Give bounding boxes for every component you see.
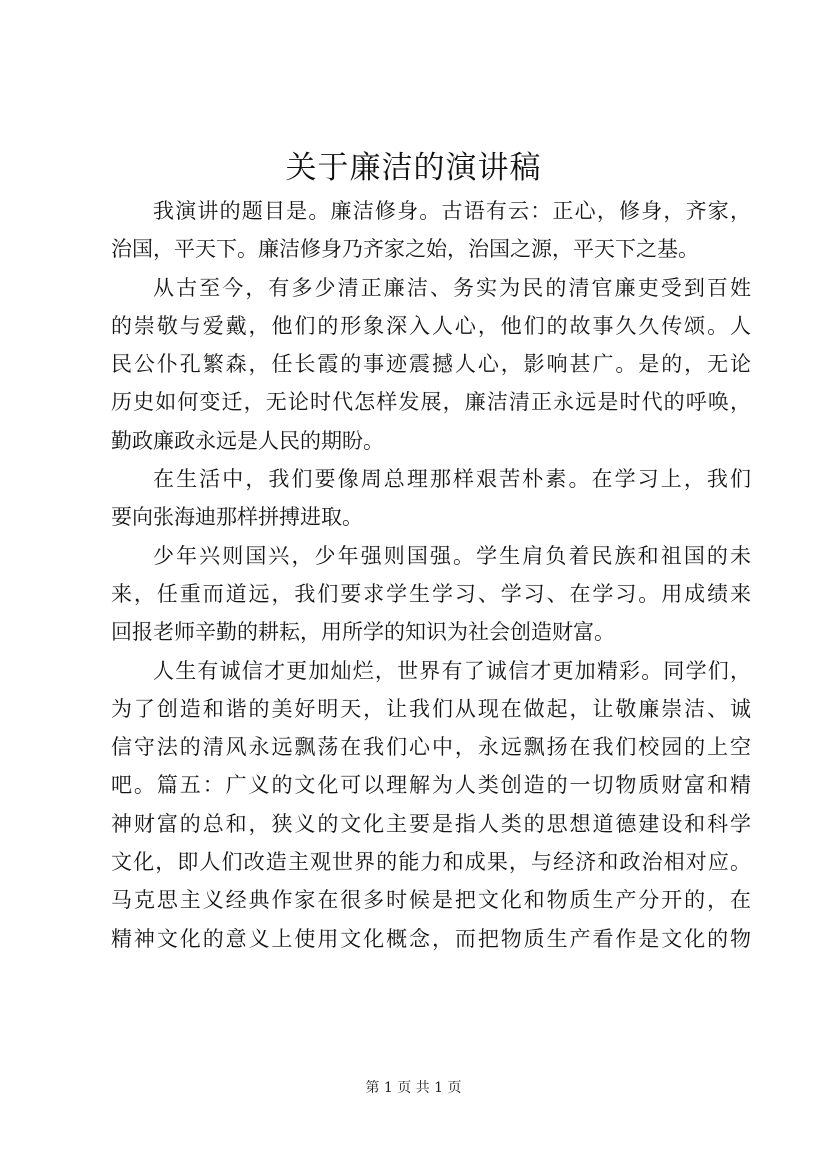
paragraph xyxy=(111,537,751,652)
page-footer: 第 1 页 共 1 页 xyxy=(365,1080,462,1096)
text-line: 要向张海迪那样拼搏进取。 xyxy=(111,505,363,530)
paragraph xyxy=(111,269,751,460)
page-title: 关于廉洁的演讲稿 xyxy=(285,150,542,186)
text-line: 信守法的清风永远飘荡在我们心中，永远飘扬在我们校园的上空 xyxy=(111,735,751,760)
text-line: 马克思主义经典作家在很多时候是把文化和物质生产分开的，在 xyxy=(111,888,751,913)
text-line: 在生活中，我们要像周总理那样艰苦朴素。在学习上，我们 xyxy=(153,467,751,492)
text-line: 历史如何变迁，无论时代怎样发展，廉洁清正永远是时代的呼唤， xyxy=(111,390,751,415)
text-line: 民公仆孔繁森，任长霞的事迹震撼人心，影响甚广。是的，无论 xyxy=(111,352,751,377)
text-line: 吧。篇五：广义的文化可以理解为人类创造的一切物质财富和精 xyxy=(111,773,751,798)
text-line: 我演讲的题目是。廉洁修身。古语有云：正心，修身，齐家， xyxy=(153,199,751,223)
text-line: 从古至今，有多少清正廉洁、务实为民的清官廉吏受到百姓 xyxy=(153,275,751,300)
text-line: 人生有诚信才更加灿烂，世界有了诚信才更加精彩。同学们， xyxy=(153,658,751,683)
text-line: 为了创造和谐的美好明天，让我们从现在做起，让敬廉崇洁、诚 xyxy=(111,696,751,721)
paragraph xyxy=(111,652,751,958)
text-line: 神财富的总和，狭义的文化主要是指人类的思想道德建设和科学 xyxy=(111,811,751,836)
paragraph xyxy=(111,192,751,269)
text-line: 回报老师辛勤的耕耘，用所学的知识为社会创造财富。 xyxy=(111,620,615,645)
text-line: 来，任重而道远，我们要求学生学习、学习、在学习。用成绩来 xyxy=(111,581,751,606)
document-body xyxy=(111,192,751,958)
text-line: 文化，即人们改造主观世界的能力和成果，与经济和政治相对应。 xyxy=(111,850,751,875)
text-line: 治国，平天下。廉洁修身乃齐家之始，治国之源，平天下之基。 xyxy=(111,237,699,262)
text-line: 的崇敬与爱戴，他们的形象深入人心，他们的故事久久传颂。人 xyxy=(111,313,751,338)
paragraph xyxy=(111,460,751,537)
text-line: 少年兴则国兴，少年强则国强。学生肩负着民族和祖国的未 xyxy=(153,543,751,568)
text-line: 勤政廉政永远是人民的期盼。 xyxy=(111,428,384,453)
text-line: 精神文化的意义上使用文化概念，而把物质生产看作是文化的物 xyxy=(111,926,751,951)
